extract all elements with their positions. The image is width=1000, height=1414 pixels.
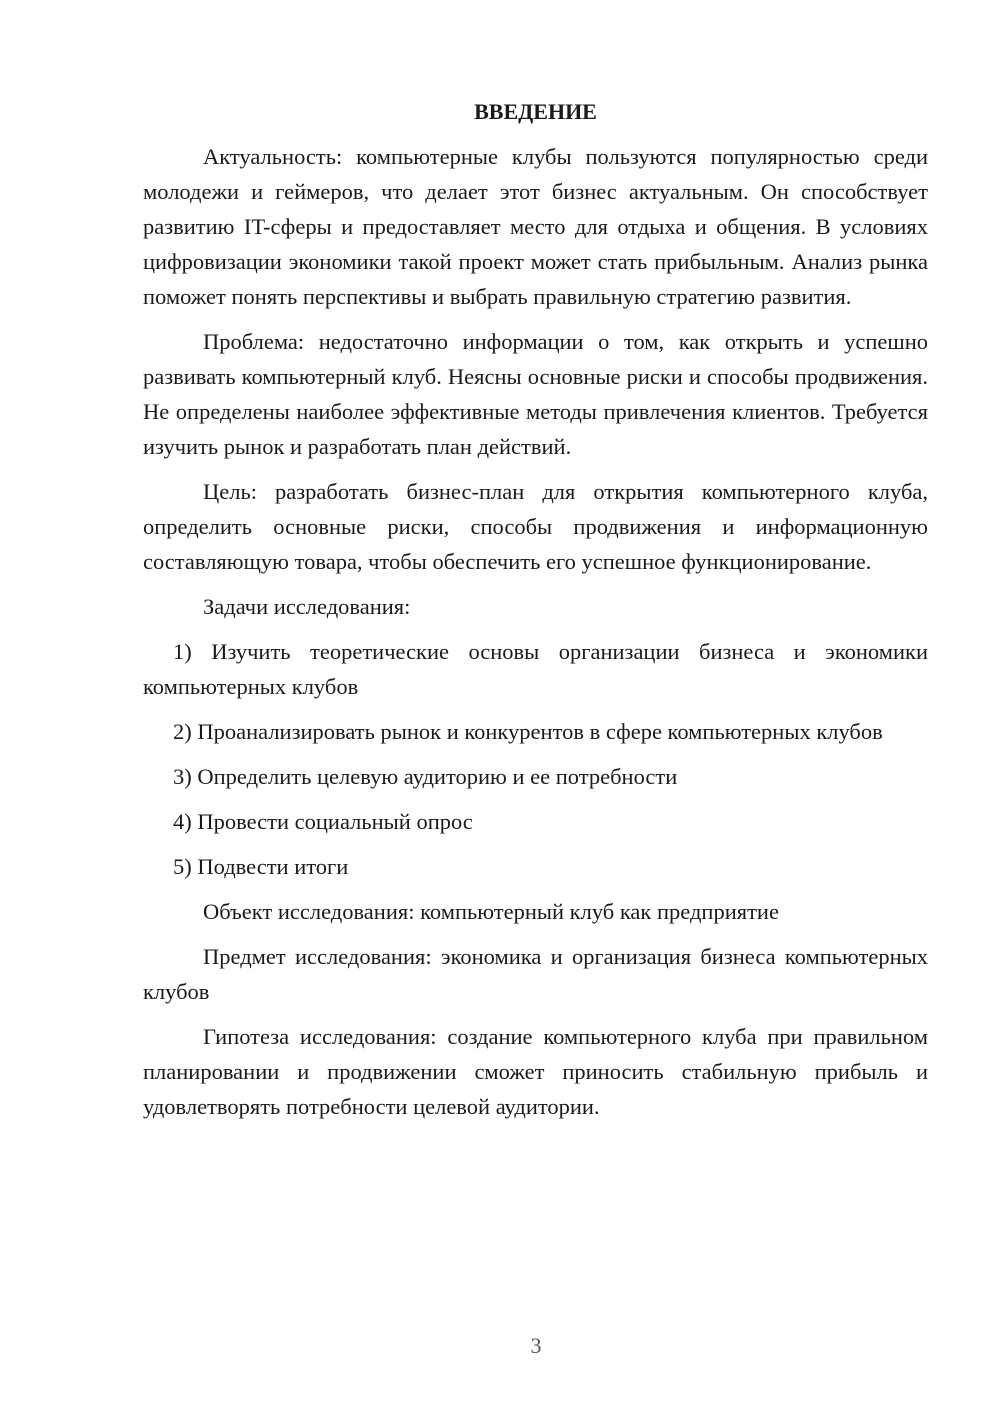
task-item-3: 3) Определить целевую аудиторию и ее потребности	[173, 764, 678, 789]
task-item-1: 1) Изучить теоретические основы организации бизнеса и экономики компьютерных клубов	[143, 639, 928, 699]
paragraph-subject: Предмет исследования: экономика и организация бизнеса компьютерных клубов	[143, 944, 928, 1004]
paragraph-hypothesis: Гипотеза исследования: создание компьютерного клуба при правильном планировании и продвижении сможет приносить стабильную прибыль и удовлетворять потребности целевой аудитории.	[143, 1024, 928, 1119]
task-item-4: 4) Провести социальный опрос	[173, 809, 473, 834]
paragraph-relevance: Актуальность: компьютерные клубы пользуются популярностью среди молодежи и геймеров, что делает этот бизнес актуальным. Он способствует развитию IT-сферы и предоставляет место для отдыха и общения. В условиях цифровизации экономики такой проект может стать прибыльным. Анализ рынка поможет понять перспективы и выбрать правильную стратегию развития.	[143, 144, 928, 309]
tasks-heading: Задачи исследования:	[203, 594, 411, 619]
task-item-2: 2) Проанализировать рынок и конкурентов в сфере компьютерных клубов	[173, 719, 883, 744]
paragraph-goal: Цель: разработать бизнес-план для открытия компьютерного клуба, определить основные риски, способы продвижения и информационную составляющую товара, чтобы обеспечить его успешное функционирование.	[143, 479, 928, 574]
page-content	[143, 94, 928, 1134]
task-item-5: 5) Подвести итоги	[173, 854, 349, 879]
paragraph-problem: Проблема: недостаточно информации о том, как открыть и успешно развивать компьютерный клуб. Неясны основные риски и способы продвижения. Не определены наиболее эффективные методы привлечения клиентов. Требуется изучить рынок и разработать план действий.	[143, 329, 928, 459]
paragraph-object: Объект исследования: компьютерный клуб как предприятие	[203, 899, 779, 924]
section-title: ВВЕДЕНИЕ	[474, 99, 597, 124]
page-number: 3	[530, 1333, 542, 1358]
